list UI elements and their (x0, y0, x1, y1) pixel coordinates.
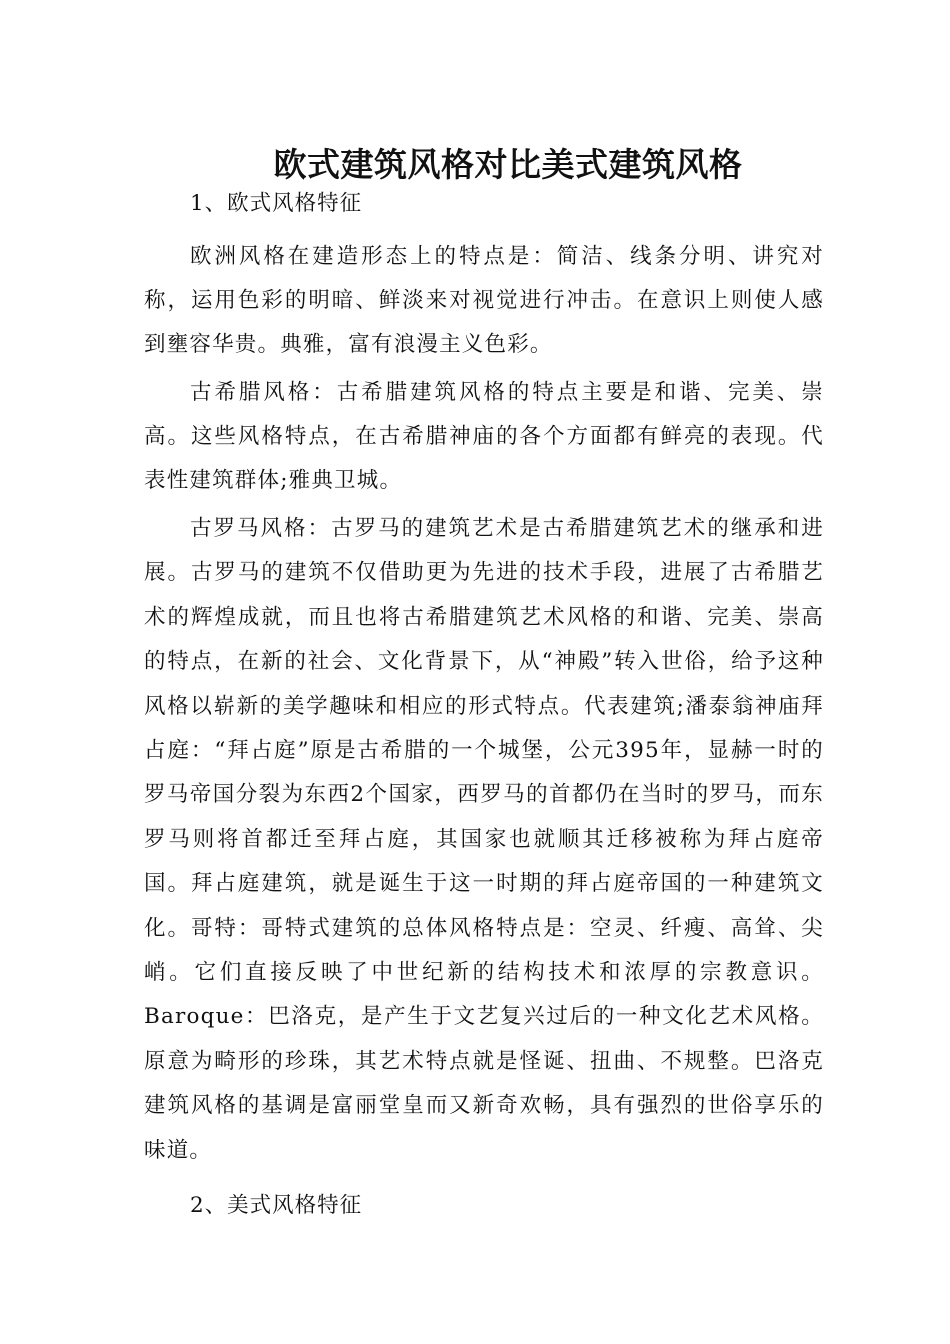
paragraph-european-features: 欧洲风格在建造形态上的特点是：简洁、线条分明、讲究对称，运用色彩的明暗、鲜淡来对视觉进行冲击。在意识上则使人感到壅容华贵。典雅，富有浪漫主义色彩。 (144, 244, 824, 357)
section-heading-american: 2、美式风格特征 (190, 1193, 363, 1218)
paragraph-roman-byzantine-gothic-baroque: 古罗马风格：古罗马的建筑艺术是古希腊建筑艺术的继承和进展。古罗马的建筑不仅借助更为先进的技术手段，进展了古希腊艺术的辉煌成就，而且也将古希腊建筑艺术风格的和谐、完美、崇高的特点，在新的社会、文化背景下，从“神殿”转入世俗，给予这种风格以崭新的美学趣味和相应的形式特点。代表建筑;潘泰翁神庙拜占庭：“拜占庭”原是古希腊的一个城堡，公元395年，显赫一时的罗马帝国分裂为东西2个国家，西罗马的首都仍在当时的罗马，而东罗马则将首都迁至拜占庭，其国家也就顺其迁移被称为拜占庭帝国。拜占庭建筑，就是诞生于这一时期的拜占庭帝国的一种建筑文化。哥特：哥特式建筑的总体风格特点是：空灵、纤瘦、高耸、尖峭。它们直接反映了中世纪新的结构技术和浓厚的宗教意识。Baroque：巴洛克，是产生于文艺复兴过后的一种文化艺术风格。原意为畸形的珍珠，其艺术特点就是怪诞、扭曲、不规整。巴洛克建筑风格的基调是富丽堂皇而又新奇欢畅，具有强烈的世俗享乐的味道。 (144, 516, 824, 1163)
section-heading-european: 1、欧式风格特征 (190, 191, 363, 216)
paragraph-ancient-greek: 古希腊风格：古希腊建筑风格的特点主要是和谐、完美、崇高。这些风格特点，在古希腊神庙的各个方面都有鲜亮的表现。代表性建筑群体;雅典卫城。 (144, 380, 824, 493)
document-title: 欧式建筑风格对比美式建筑风格 (273, 145, 743, 185)
